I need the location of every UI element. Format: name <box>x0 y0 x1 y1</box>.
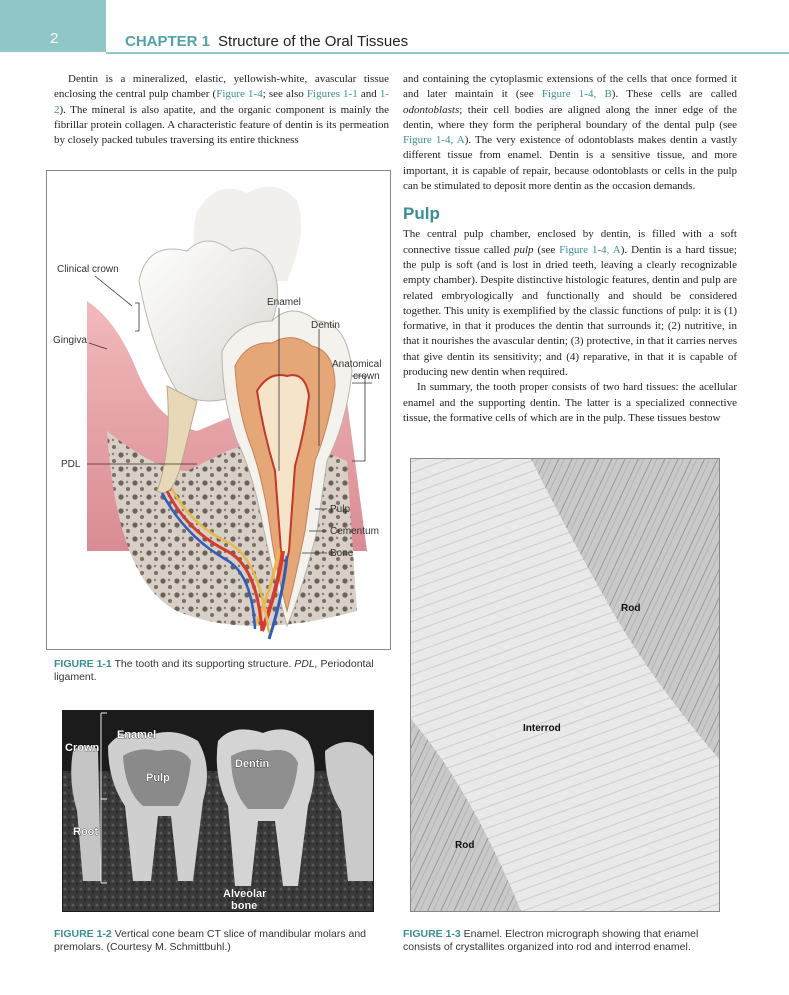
link-figure-1-2[interactable]: 1-2 <box>54 88 389 116</box>
ct-label-crown: Crown <box>65 742 100 754</box>
em-label-rod-bottom: Rod <box>455 840 475 851</box>
label-anatomical: Anatomical <box>332 359 382 370</box>
right-column <box>403 72 737 426</box>
link-figure-1-4a-2[interactable]: Figure 1-4, A <box>559 243 621 256</box>
left-column <box>54 72 389 148</box>
em-label-interrod: Interrod <box>523 723 561 734</box>
pulp-paragraph: The central pulp chamber, enclosed by dentin, is filled with a soft connective tissue called pulp (see Figure 1-4, A). Dentin is a hard tissue; the pulp is soft (and is lost in dried teeth, leaving a clearly recognizable empty chamber). Despite distinctive histologic features, dentin and pulp are related embryologically and functionally and should be considered together. This unity is exemplified by the classic functions of pulp: it is (1) formative, in that it produces the dentin that surrounds it; (2) nutritive, in that it nourishes the avascular dentin; (3) protective, in that it carries nerves that give dentin its sensitivity; and (4) reparative, in that it is capable of producing new dentin when required. <box>403 228 737 379</box>
figure-1-1-caption: FIGURE 1-1 The tooth and its supporting structure. PDL, Periodontal ligament. <box>54 658 374 683</box>
ct-label-pulp: Pulp <box>146 772 170 784</box>
enamel-micrograph <box>411 459 719 911</box>
label-anatomical-crown: crown <box>353 371 380 382</box>
figure-1-3-caption: FIGURE 1-3 Enamel. Electron micrograph showing that enamel consists of crystallites organized into rod and interrod enamel. <box>403 928 699 953</box>
odontoblast-paragraph: and containing the cytoplasmic extensions of the cells that once formed it and later maintain it (see Figure 1-4, B). These cells are called odontoblasts; their cell bodies are aligned along the inner edge of the dentin, where they form the peripheral boundary of the dental pulp (see Figure 1-4, A). The very existence of odontoblasts makes dentin a vastly different tissue from enamel. Dentin is a sensitive tissue, and more important, it is capable of repair, because odontoblasts or cells in the pulp can be stimulated to deposit more dentin as the occasion demands. <box>403 73 737 193</box>
page-number: 2 <box>50 30 59 47</box>
link-figure-1-4a[interactable]: Figure 1-4, A <box>403 134 465 147</box>
label-pulp: Pulp <box>330 504 351 515</box>
label-dentin: Dentin <box>311 320 340 331</box>
figure-1-3-enamel-micrograph <box>410 458 720 912</box>
chapter-title: Structure of the Oral Tissues <box>218 33 409 50</box>
link-figures-1-1[interactable]: Figures 1-1 <box>306 88 358 101</box>
label-bone: Bone <box>330 548 354 559</box>
label-pdl: PDL <box>61 459 81 470</box>
label-cementum: Cementum <box>330 526 379 537</box>
ct-label-root: Root <box>73 826 99 838</box>
label-enamel: Enamel <box>267 297 301 308</box>
chapter-header <box>125 33 408 50</box>
ct-label-bone: bone <box>231 900 258 911</box>
figure-1-2-caption: FIGURE 1-2 Vertical cone beam CT slice of mandibular molars and premolars. (Courtesy M. Schmittbuhl.) <box>54 928 367 953</box>
ct-label-dentin: Dentin <box>235 758 270 770</box>
link-figure-1-4[interactable]: Figure 1-4 <box>216 88 263 101</box>
header-rule <box>106 52 789 54</box>
figure-1-1-tooth-illustration <box>46 170 391 650</box>
ct-slice-image <box>63 711 373 911</box>
ct-label-enamel: Enamel <box>117 729 157 741</box>
summary-paragraph: In summary, the tooth proper consists of two hard tissues: the acellular enamel and the supporting dentin. The latter is a specialized connective tissue, the formative cells of which are in the pulp. These tissues bestow <box>403 381 737 424</box>
chapter-label: CHAPTER 1 <box>125 33 211 50</box>
link-figure-1-4b[interactable]: Figure 1-4, B <box>541 88 612 101</box>
em-label-rod-top: Rod <box>621 603 641 614</box>
dentin-paragraph: Dentin is a mineralized, elastic, yellowish-white, avascular tissue enclosing the central pulp chamber (Figure 1-4; see also Figures 1-1 and 1-2). The mineral is also apatite, and the organic component is mainly the fibrillar protein collagen. A characteristic feature of dentin is its permeation by closely packed tubules traversing its entire thickness <box>54 73 389 147</box>
figure-1-2-ct-slice <box>62 710 374 912</box>
tooth-illustration <box>47 171 390 649</box>
section-heading-pulp: Pulp <box>403 204 440 224</box>
label-clinical-crown: Clinical crown <box>57 264 119 275</box>
ct-label-alveolar: Alveolar <box>223 888 267 900</box>
label-gingiva: Gingiva <box>53 335 87 346</box>
